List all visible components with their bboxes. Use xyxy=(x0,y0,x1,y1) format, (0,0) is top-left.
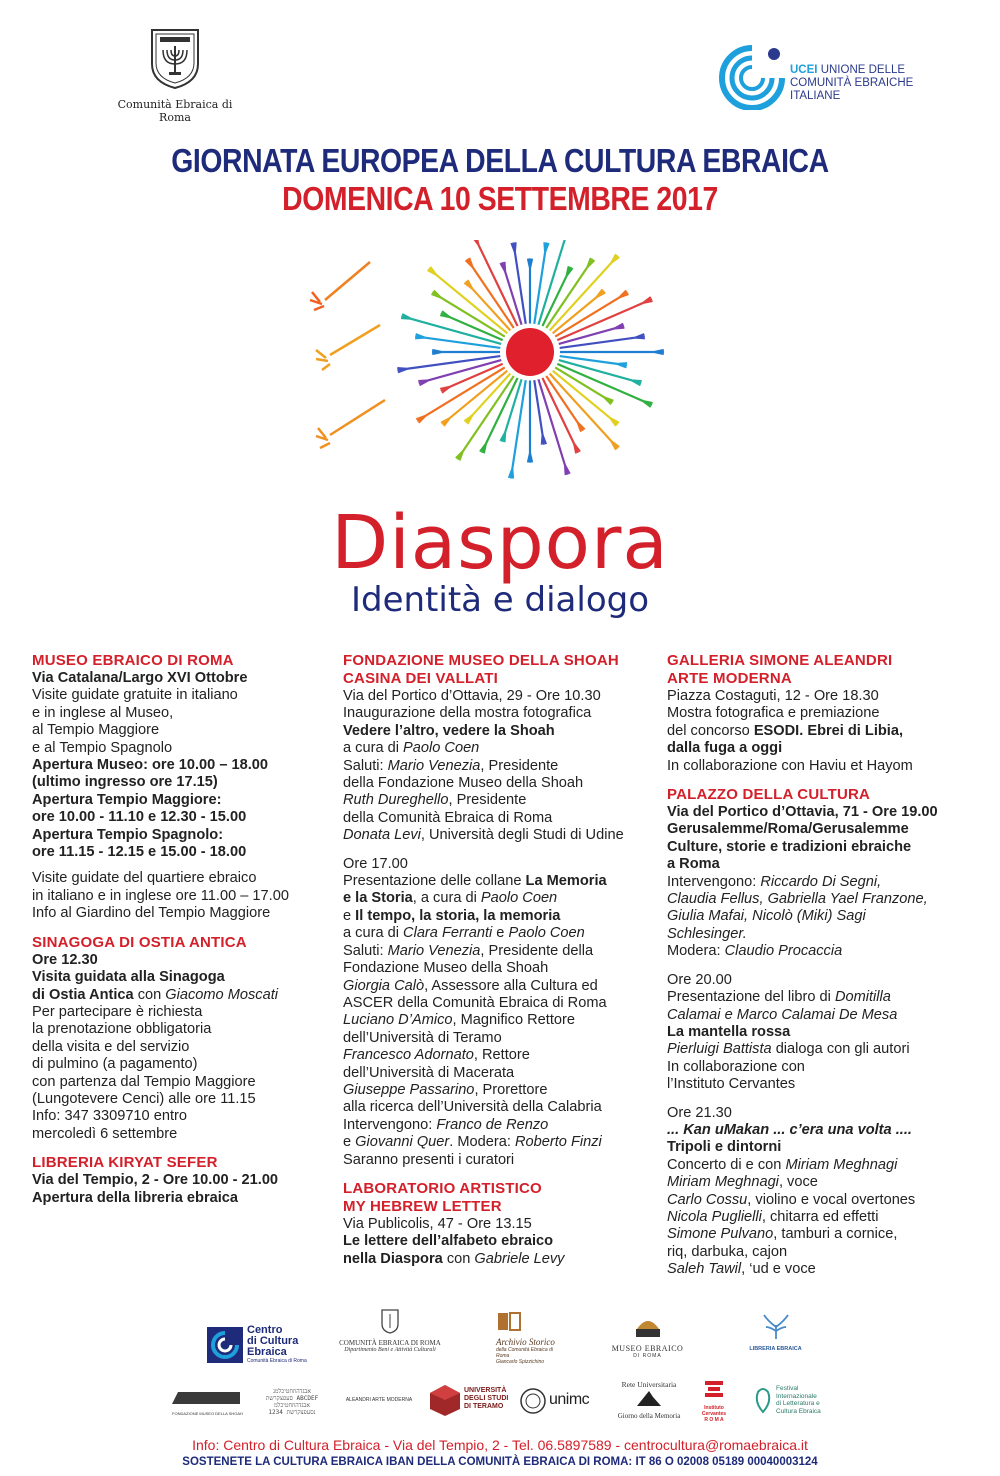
ucei-text: UCEI UNIONE DELLE COMUNITÀ EBRAICHE ITALIANE xyxy=(790,64,914,102)
archivio-storico-logo: Archivio Storico della Comunità Ebraica di Roma Giancarlo Spizzichino xyxy=(496,1310,566,1365)
text-line: Info: 347 3309710 entro xyxy=(32,1108,187,1125)
text-line: alla ricerca dell’Università della Calabria xyxy=(343,1099,602,1116)
program-column-2 xyxy=(343,652,661,1279)
dandelion-ray xyxy=(407,356,500,369)
text-line: Inaugurazione della mostra fotografica xyxy=(343,705,592,722)
hours-line: Apertura Museo: ore 10.00 – 18.00 xyxy=(32,757,269,774)
building-icon xyxy=(170,1386,245,1406)
text-line: Visita guidata alla Sinagoga xyxy=(32,969,225,986)
hours-line: ore 10.00 - 11.10 e 12.30 - 15.00 xyxy=(32,809,247,826)
rete-universitaria-logo: Rete Universitaria Giorno della Memoria xyxy=(617,1380,681,1420)
dandelion-seed-tip xyxy=(614,328,624,329)
section-palazzo-cultura: PALAZZO DELLA CULTURA Via del Portico d’Ottavia, 71 - Ore 19.00 Gerusalemme/Roma/Gerusalemme Culture, storie e tradizioni ebraiche a Roma Intervengono: Riccardo Di Segni, Claudia Fellus, Gabriella Yael Franzone, Giulia Mafai, Nicolò (Miki) Sagi Schlesinger. Modera: Claudio Procaccia xyxy=(667,786,987,961)
left-logo-caption: Comunità Ebraica di Roma xyxy=(117,98,233,124)
dandelion-ray xyxy=(553,371,610,418)
person-name: Mario Venezia xyxy=(387,757,481,774)
cervantes-icon xyxy=(703,1380,725,1400)
archive-icon xyxy=(496,1310,522,1332)
program-column-3 xyxy=(667,652,987,1290)
text-line: della Comunità Ebraica di Roma xyxy=(343,809,553,826)
exhibition-title: Vedere l’altro, vedere la Shoah xyxy=(343,722,555,739)
text-line: Schlesinger. xyxy=(667,925,747,942)
event-title: GIORNATA EUROPEA DELLA CULTURA EBRAICA xyxy=(171,142,829,179)
section-museo-ebraico xyxy=(32,652,332,923)
comunita-ebraica-logo xyxy=(100,22,250,124)
text-line: (Lungotevere Cenci) alle ore 11.15 xyxy=(32,1090,256,1107)
dandelion-seed-tip xyxy=(515,242,516,252)
person-name: Giacomo Moscati xyxy=(165,986,279,1003)
teramo-cube-icon xyxy=(428,1383,462,1417)
text-line: di Ostia Antica xyxy=(32,986,134,1003)
museo-ebraico-logo: MUSEO EBRAICO DI ROMA xyxy=(600,1313,695,1359)
dandelion-ray xyxy=(512,380,525,468)
text-line: a Roma xyxy=(667,856,720,873)
menorah-crest-icon xyxy=(140,22,210,92)
dandelion-illustration xyxy=(300,240,700,515)
crest-icon xyxy=(380,1308,400,1334)
text-line: della Fondazione Museo della Shoah xyxy=(343,775,584,792)
person-name: Gabriele Levy xyxy=(474,1250,565,1267)
concert-title: ... Kan uMakan ... c’era una volta .... xyxy=(667,1121,912,1138)
concert-subtitle: Tripoli e dintorni xyxy=(667,1139,782,1156)
hebrew-alphabet-logo: אבגדהוזחטיכלמנ סעפצקרשת ABCDEF אבגדהוזחטיכלמ נסעפצקרשת 1234 xyxy=(265,1388,319,1416)
main-title: Diaspora xyxy=(331,500,669,586)
text-line: Info al Giardino del Tempio Maggiore xyxy=(32,905,271,922)
person-name: Paolo Coen xyxy=(403,740,480,757)
section-concerto: Ore 21.30 ... Kan uMakan ... c’era una volta .... Tripoli e dintorni Concerto di e con Miriam Meghnagi Miriam Meghnagi, voce Carlo Cossu, violino e vocal overtones Nicola Puglielli, chitarra ed effetti Simone Pulvano, tamburi a cornice, riq, darbuka, cajon Saleh Tawil, ‘ud e voce xyxy=(667,1105,987,1279)
ucei-logo xyxy=(712,40,942,110)
section-title: SINAGOGA DI OSTIA ANTICA xyxy=(32,933,247,951)
address: Via del Portico d’Ottavia, 71 - Ore 19.00 xyxy=(667,804,938,821)
unimc-seal-icon xyxy=(520,1388,546,1414)
section-title: LABORATORIO ARTISTICO xyxy=(343,1179,542,1197)
section-title: FONDAZIONE MUSEO DELLA SHOAH xyxy=(343,652,619,669)
hours-line: (ultimo ingresso ore 17.15) xyxy=(32,774,218,791)
memorial-icon xyxy=(629,1389,669,1407)
text-line: Mostra fotografica e premiazione xyxy=(667,705,880,722)
address: Via del Tempio, 2 - Ore 10.00 - 21.00 xyxy=(32,1172,279,1189)
text-line: Apertura della libreria ebraica xyxy=(32,1189,239,1206)
dandelion-ray xyxy=(560,338,635,348)
dandelion-center-icon xyxy=(506,328,554,376)
main-subtitle: Identità e dialogo xyxy=(350,580,650,620)
text-line: in italiano e in inglese ore 11.00 – 17.00 xyxy=(32,887,289,904)
section-libro: Ore 20.00 Presentazione del libro di Domitilla Calamai e Marco Calamai De Mesa La mantella rossa Pierluigi Battista dialoga con gli autori In collaborazione con l’Instituto Cervantes xyxy=(667,972,987,1094)
text-line: Giulia Mafai, Nicolò (Miki) Sagi xyxy=(667,908,866,925)
text-line: di pulmino (a pagamento) xyxy=(32,1056,198,1073)
dandelion-seed-tip xyxy=(542,435,543,445)
text-line: Le lettere dell’alfabeto ebraico xyxy=(343,1233,554,1250)
text-line: con partenza dal Tempio Maggiore xyxy=(32,1073,256,1090)
address: Via Catalana/Largo XVI Ottobre xyxy=(32,670,248,686)
event-date: DOMENICA 10 SETTEMBRE 2017 xyxy=(282,180,718,217)
tree-icon xyxy=(756,1313,796,1341)
section-sinagoga-ostia: SINAGOGA DI OSTIA ANTICA Ore 12.30 Visita guidata alla Sinagoga di Ostia Antica con Giacomo Moscati Per partecipare è richiesta la prenotazione obbligatoria della visita e del servizio di pulmino (a pagamento) con partenza dal Tempio Maggiore (Lungotevere Cenci) alle ore 11.15 Info: 347 3309710 entro mercoledì 6 settembre xyxy=(32,934,332,1143)
festival-leaf-icon xyxy=(752,1384,774,1414)
text-line: dell’Università di Macerata xyxy=(343,1064,515,1081)
text-line: dalla fuga a oggi xyxy=(667,740,783,757)
text-line: Gerusalemme/Roma/Gerusalemme xyxy=(667,821,909,838)
text-line: Visite guidate del quartiere ebraico xyxy=(32,870,257,887)
address: Via Publicolis, 47 - Ore 13.15 xyxy=(343,1215,532,1232)
dandelion-ray xyxy=(538,240,564,325)
dandelion-seed-tip xyxy=(418,380,428,381)
section-title: LIBRERIA KIRYAT SEFER xyxy=(32,1154,218,1172)
unimc-logo: unimc xyxy=(520,1388,592,1418)
instituto-cervantes-logo: Instituto Cervantes R O M A xyxy=(694,1380,734,1423)
text-line: e in inglese al Museo, xyxy=(32,704,174,721)
text-line: Visite guidate gratuite in italiano xyxy=(32,687,238,704)
dandelion-seed-tip xyxy=(505,262,506,272)
text-line: Fondazione Museo della Shoah xyxy=(343,960,549,977)
time: Ore 21.30 xyxy=(667,1104,732,1121)
dandelion-ray xyxy=(425,338,500,348)
section-title: GALLERIA SIMONE ALEANDRI xyxy=(667,652,893,669)
ucei-swirl-icon xyxy=(712,40,792,110)
dandelion-ray xyxy=(450,371,507,418)
text-line: ASCER della Comunità Ebraica di Roma xyxy=(343,994,607,1011)
address: Piazza Costaguti, 12 - Ore 18.30 xyxy=(667,688,879,704)
hours-line: ore 11.15 - 12.15 e 15.00 - 18.00 xyxy=(32,844,247,861)
section-title: ARTE MODERNA xyxy=(667,670,792,687)
person-name: Ruth Dureghello xyxy=(343,792,449,809)
section-fondazione-shoah: FONDAZIONE MUSEO DELLA SHOAH CASINA DEI VALLATI Via del Portico d’Ottavia, 29 - Ore 10.30 Inaugurazione della mostra fotografica Vedere l’altro, vedere la Shoah a cura di Paolo Coen Saluti: Mario Venezia, Presidente della Fondazione Museo della Shoah Ruth Dureghello, Presidente della Comunità Ebraica di Roma Donata Levi, Università degli Studi di Udine xyxy=(343,652,661,845)
comunita-ebraica-dipartimento-logo: COMUNITÀ EBRAICA DI ROMA Dipartimento Beni e Attività Culturali xyxy=(330,1308,450,1353)
universita-teramo-logo: UNIVERSITÀ DEGLI STUDI DI TERAMO xyxy=(428,1383,516,1421)
text-line: riq, darbuka, cajon xyxy=(667,1243,788,1260)
text-line: Culture, storie e tradizioni ebraiche xyxy=(667,838,912,855)
footer-info: Info: Centro di Cultura Ebraica - Via del Tempio, 2 - Tel. 06.5897589 - centrocultura@romaebraica.it xyxy=(192,1437,808,1453)
dandelion-seed-tip xyxy=(635,338,645,339)
time: Ore 12.30 xyxy=(32,951,98,968)
text-line: In collaborazione con Haviu et Hayom xyxy=(667,757,913,774)
section-title: MY HEBREW LETTER xyxy=(343,1197,502,1215)
dandelion-seed-tip xyxy=(397,368,407,369)
dandelion-ray xyxy=(534,252,545,323)
text-line: mercoledì 6 settembre xyxy=(32,1125,178,1142)
text-line: In collaborazione con xyxy=(667,1058,805,1075)
text-line: Saranno presenti i curatori xyxy=(343,1151,515,1168)
section-title: CASINA DEI VALLATI xyxy=(343,670,498,687)
centro-cultura-ebraica-logo: Centro di Cultura Ebraica Comunità Ebraica di Roma xyxy=(207,1325,307,1365)
text-line: Claudia Fellus, Gabriella Yael Franzone, xyxy=(667,891,928,908)
text-line: Calamai e Marco Calamai De Mesa xyxy=(667,1006,898,1023)
aleandri-arte-moderna-logo: ALEANDRI ARTE MODERNA xyxy=(345,1397,413,1403)
libreria-ebraica-logo: LIBRERIA EBRAICA xyxy=(738,1313,813,1352)
temple-dome-icon xyxy=(631,1313,665,1339)
text-line: Per partecipare è richiesta xyxy=(32,1003,203,1020)
hours-line: Apertura Tempio Spagnolo: xyxy=(32,826,224,843)
text-line: dell’Università di Teramo xyxy=(343,1029,502,1046)
section-collane: Ore 17.00 Presentazione delle collane La Memoria e la Storia, a cura di Paolo Coen e Il tempo, la storia, la memoria a cura di Clara Ferranti e Paolo Coen Saluti: Mario Venezia, Presidente della Fondazione Museo della Shoah Giorgia Calò, Assessore alla Cultura ed ASCER della Comunità Ebraica di Roma Luciano D’Amico, Magnifico Rettore dell’Università di Teramo Francesco Adornato, Rettore dell’Università di Macerata Giuseppe Passarino, Prorettore alla ricerca dell’Università della Calabria Intervengono: Franco de Renzo e Giovanni Quer. Modera: Roberto Finzi Saranno presenti i curatori xyxy=(343,856,661,1169)
text-line: l’Instituto Cervantes xyxy=(667,1076,796,1093)
section-title: PALAZZO DELLA CULTURA xyxy=(667,786,871,804)
text-line: la prenotazione obbligatoria xyxy=(32,1021,212,1038)
section-title: MUSEO EBRAICO DI ROMA xyxy=(32,652,234,669)
time: Ore 17.00 xyxy=(343,855,408,872)
ccc-swirl-icon xyxy=(207,1327,243,1363)
person-name: Donata Levi xyxy=(343,827,421,844)
dandelion-ray xyxy=(411,319,501,344)
time: Ore 20.00 xyxy=(667,971,732,988)
hours-line: Apertura Tempio Maggiore: xyxy=(32,791,222,808)
dandelion-ray xyxy=(515,252,526,323)
dandelion-seed-tip xyxy=(565,465,566,475)
text-line: e al Tempio Spagnolo xyxy=(32,739,173,756)
footer-iban: SOSTENETE LA CULTURA EBRAICA IBAN DELLA COMUNITÀ EBRAICA DI ROMA: IT 86 O 02008 05189 00040003124 xyxy=(182,1456,818,1468)
festival-letteratura-logo: Festival Internazionale di Letteratura e Cultura Ebraica xyxy=(752,1384,842,1420)
program-column-1 xyxy=(32,652,332,1218)
section-libreria-kiryat-sefer xyxy=(32,1154,332,1207)
fondazione-museo-shoah-logo: FONDAZIONE MUSEO DELLA SHOAH xyxy=(170,1386,245,1416)
text-line: della visita e del servizio xyxy=(32,1038,190,1055)
section-laboratorio: LABORATORIO ARTISTICO MY HEBREW LETTER Via Publicolis, 47 - Ore 13.15 Le lettere dell’alfabeto ebraico nella Diaspora con Gabriele Levy xyxy=(343,1180,661,1268)
dandelion-ray xyxy=(538,379,564,465)
book-title: La mantella rossa xyxy=(667,1023,791,1040)
flying-seeds xyxy=(310,262,385,448)
section-galleria-aleandri: GALLERIA SIMONE ALEANDRI ARTE MODERNA Piazza Costaguti, 12 - Ore 18.30 Mostra fotografica e premiazione del concorso ESODI. Ebrei di Libia, dalla fuga a oggi In collaborazione con Haviu et Hayom xyxy=(667,652,987,775)
address: Via del Portico d’Ottavia, 29 - Ore 10.30 xyxy=(343,688,601,704)
text-line: al Tempio Maggiore xyxy=(32,722,160,739)
